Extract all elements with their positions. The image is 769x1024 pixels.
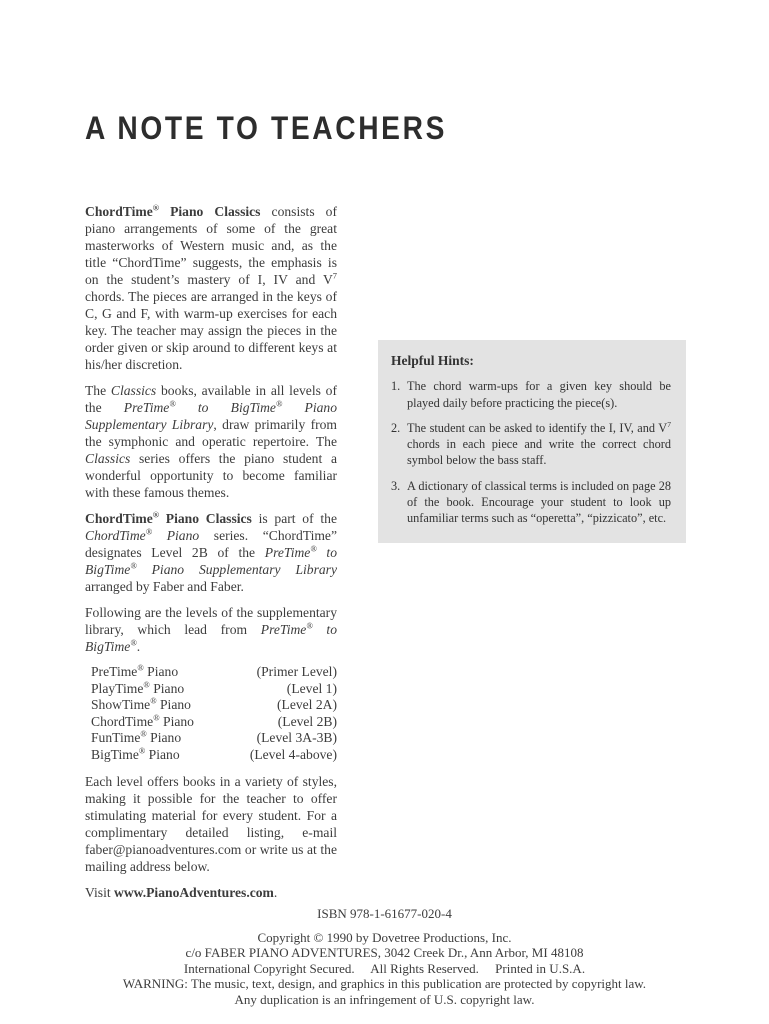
visit-website-line: Visit www.PianoAdventures.com. <box>85 885 278 900</box>
paragraph-chordtime-intro: ChordTime® Piano Classics consists of piano arrangements of some of the great masterworks of Western music and, as the title “ChordTime” suggests, the emphasis is on the student’s mastery of I, IV and $V^7$ chords. The pieces are arranged in the keys of C, G and F, with warm-up exercises for each key. The teacher may assign the pieces in the order given or skip around to different keys at his/her discretion. <box>85 202 337 372</box>
hint-item <box>391 378 671 411</box>
page-title: A NOTE TO TEACHERS <box>85 110 447 146</box>
paragraph-series-level: ChordTime® Piano Classics is part of the ChordTime® Piano series. “ChordTime” designates Level 2B of the PreTime® to BigTime® Piano Supplementary Library arranged by Faber and Faber. <box>85 509 337 594</box>
hint-number: 3. <box>391 478 401 493</box>
level-name: ChordTime® Piano <box>91 711 194 729</box>
hint-item <box>391 420 671 469</box>
hint-text: A dictionary of classical terms is included on page 28 of the book. Encourage your student to look up unfamiliar terms such as “operetta”, “pizzicato”, etc. <box>407 478 671 526</box>
level-designation: (Level 2B) <box>277 713 337 729</box>
level-name: ShowTime® Piano <box>91 695 191 712</box>
hint-number: 2. <box>391 420 401 435</box>
level-name: PlayTime® Piano <box>91 678 185 696</box>
level-designation: (Primer Level) <box>256 664 337 679</box>
hint-number: 1. <box>391 379 401 394</box>
level-row <box>91 711 337 731</box>
copyright-block <box>0 906 769 1008</box>
address-line: c/o FABER PIANO ADVENTURES, 3042 Creek Dr., Ann Arbor, MI 48108 <box>185 945 584 961</box>
helpful-hints-box <box>378 340 686 543</box>
level-row <box>91 730 337 747</box>
paragraph-levels-intro: Following are the levels of the supplementary library, which lead from PreTime® to BigTime®. <box>85 605 337 654</box>
duplication-line: Any duplication is an infringement of U.S. copyright law. <box>234 991 535 1007</box>
level-name: FunTime® Piano <box>91 728 182 745</box>
hint-item <box>391 478 671 527</box>
level-row <box>91 678 337 698</box>
paragraph-each-level: Each level offers books in a variety of styles, making it possible for the teacher to offer stimulating material for every student. For a complimentary detailed listing, e-mail faber@pianoadventures.com or write us at the mailing address below. <box>85 774 337 874</box>
warning-line: WARNING: The music, text, design, and graphics in this publication are protected by copyright law. <box>122 976 647 992</box>
paragraph-classics-books: The Classics books, available in all levels of the PreTime® to BigTime® Piano Supplementary Library, draw primarily from the symphonic and operatic repertoire. The Classics series offers the piano student a wonderful opportunity to become familiar with these famous themes. <box>85 383 338 500</box>
hint-text: The chord warm-ups for a given key should be played daily before practicing the piece(s). <box>407 379 671 410</box>
level-name: BigTime® Piano <box>91 744 180 762</box>
isbn-line: ISBN 978-1-61677-020-4 <box>317 906 452 921</box>
rights-line: International Copyright Secured. All Rights Reserved. Printed in U.S.A. <box>183 960 586 976</box>
level-row <box>91 664 337 681</box>
hint-text: The student can be asked to identify the I, IV, and $V^7$ chords in each piece and write the correct chord symbol below the bass staff. <box>407 419 671 468</box>
levels-list <box>91 664 337 763</box>
level-name: PreTime® Piano <box>91 662 179 679</box>
level-designation: (Level 3A-3B) <box>256 730 337 745</box>
level-designation: (Level 2A) <box>276 697 337 712</box>
level-row <box>91 697 337 714</box>
level-row <box>91 744 337 764</box>
level-designation: (Level 4-above) <box>249 746 337 762</box>
main-text-column <box>85 203 337 910</box>
hints-title: Helpful Hints: <box>391 353 474 368</box>
level-designation: (Level 1) <box>286 680 337 696</box>
copyright-line: Copyright © 1990 by Dovetree Productions, Inc. <box>257 929 512 945</box>
